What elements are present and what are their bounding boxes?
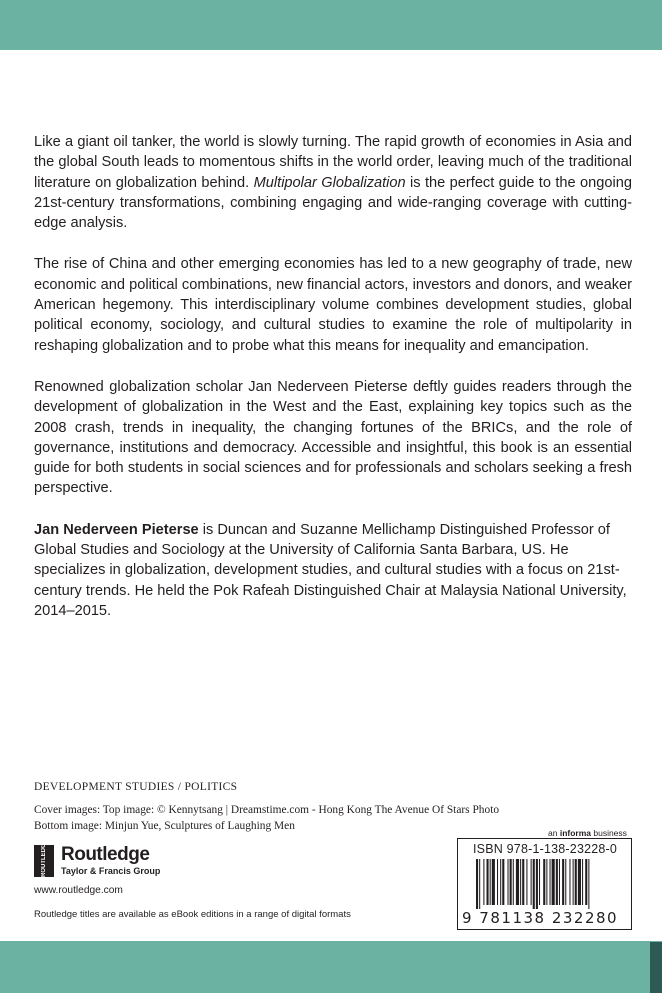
top-color-band	[0, 0, 662, 50]
barcode-bar	[510, 859, 512, 905]
credit-line-bottom: Bottom image: Minjun Yue, Sculptures of Laughing Men	[34, 819, 295, 832]
barcode-bar	[578, 859, 581, 905]
barcode-digits: 9 781138 232280	[462, 909, 619, 927]
blurb-text: is the perfect guide to the ongoing 21st-century transformations, combining engaging and wide-ranging coverage with cutting-edge analysis.	[34, 174, 632, 232]
informa-business-label	[548, 828, 627, 838]
barcode-bar	[569, 859, 570, 905]
barcode-bar	[539, 859, 540, 905]
publisher-group: Taylor & Francis Group	[61, 866, 161, 876]
isbn-barcode	[457, 838, 632, 930]
blurb-paragraph-3: Renowned globalization scholar Jan Nederveen Pieterse deftly guides readers through the development of globalization in the West and the East, explaining key topics such as the 2008 crash, trends in inequality, the changing fortunes of the BRICs, and the role of governance, institutions and democracy. Accessible and insightful, this book is an essential guide for both students in social sciences and for professionals and scholars seeking a fresh perspective.	[34, 378, 632, 497]
blurb-text: Like a giant oil tanker, the world is slowly turning. The rapid growth of economies in Asia and the global South leads to momentous shifts in the world order, leaving much of the traditional literature on globalization behind.	[34, 134, 632, 191]
routledge-logo	[34, 839, 234, 879]
barcode-bar	[500, 859, 501, 905]
publisher-name: Routledge	[61, 844, 150, 865]
barcode-bar	[492, 859, 495, 905]
barcode-bar	[559, 859, 560, 905]
cover-image-credits	[34, 803, 499, 834]
barcode-bar	[546, 859, 547, 905]
barcode-bar	[585, 859, 587, 905]
author-bio-text: is Duncan and Suzanne Mellichamp Distinguished Professor of Global Studies and Sociology at the University of California Santa Barbara, US. He specializes in globalization, development studies, and cultural studies with a focus on 21st-century trends. He held the Pok Rafeah Distinguished Chair at Malaysia National University, 2014–2015.	[34, 521, 627, 619]
barcode-bar	[520, 859, 521, 905]
book-title-italic: Multipolar Globalization	[253, 174, 406, 191]
logo-mark-text: ROUTLEDGE	[41, 839, 47, 877]
isbn-label: ISBN 978-1-138-23228-0	[473, 842, 618, 856]
barcode-bar	[508, 859, 509, 905]
author-name: Jan Nederveen Pieterse	[34, 521, 199, 538]
barcode-bar	[502, 859, 504, 905]
barcode-bar	[479, 859, 480, 909]
back-cover-text	[34, 132, 632, 642]
spine-edge	[650, 942, 662, 993]
barcode-bar	[556, 859, 558, 905]
barcode-bar	[575, 859, 577, 905]
barcode-bar	[483, 859, 484, 905]
barcode-bar	[487, 859, 489, 905]
barcode-bar	[552, 859, 555, 905]
barcode-bar	[550, 859, 551, 905]
barcode-bar	[522, 859, 524, 905]
barcode-bar	[562, 859, 564, 905]
barcode-bar	[543, 859, 545, 905]
barcode-bar	[516, 859, 519, 905]
bottom-color-band	[0, 941, 662, 993]
barcode-bar	[531, 859, 532, 905]
barcode-bars	[476, 859, 616, 909]
author-bio	[34, 520, 632, 621]
barcode-bar	[476, 859, 478, 909]
subject-category: DEVELOPMENT STUDIES / POLITICS	[34, 781, 238, 793]
barcode-bar	[536, 859, 538, 909]
barcode-bar	[573, 859, 574, 905]
informa-suffix: business	[591, 828, 627, 838]
barcode-bar	[588, 859, 589, 909]
barcode-bar	[582, 859, 583, 905]
ebook-note: Routledge titles are available as eBook editions in a range of digital formats	[34, 909, 351, 920]
publisher-url[interactable]: www.routledge.com	[34, 885, 123, 896]
blurb-paragraph-1	[34, 132, 632, 233]
credit-line-top: Cover images: Top image: © Kennytsang | Dreamstime.com - Hong Kong The Avenue Of Stars Photo	[34, 804, 500, 816]
barcode-bar	[533, 859, 535, 909]
routledge-logo-icon	[34, 839, 54, 877]
barcode-bar	[490, 859, 491, 905]
barcode-bar	[526, 859, 527, 905]
blurb-paragraph-2: The rise of China and other emerging economies has led to a new geography of trade, new economic and political combinations, new financial actors, investors and donors, and weaker American hegemony. This interdisciplinary volume combines development studies, global political economy, sociology, and cultural studies to examine the role of multipolarity in reshaping globalization and to probe what this means for inequality and emancipation.	[34, 256, 632, 354]
barcode-bar	[497, 859, 498, 905]
informa-brand: informa	[559, 828, 591, 838]
barcode-bar	[513, 859, 514, 905]
informa-prefix: an	[548, 828, 560, 838]
barcode-bar	[565, 859, 566, 905]
